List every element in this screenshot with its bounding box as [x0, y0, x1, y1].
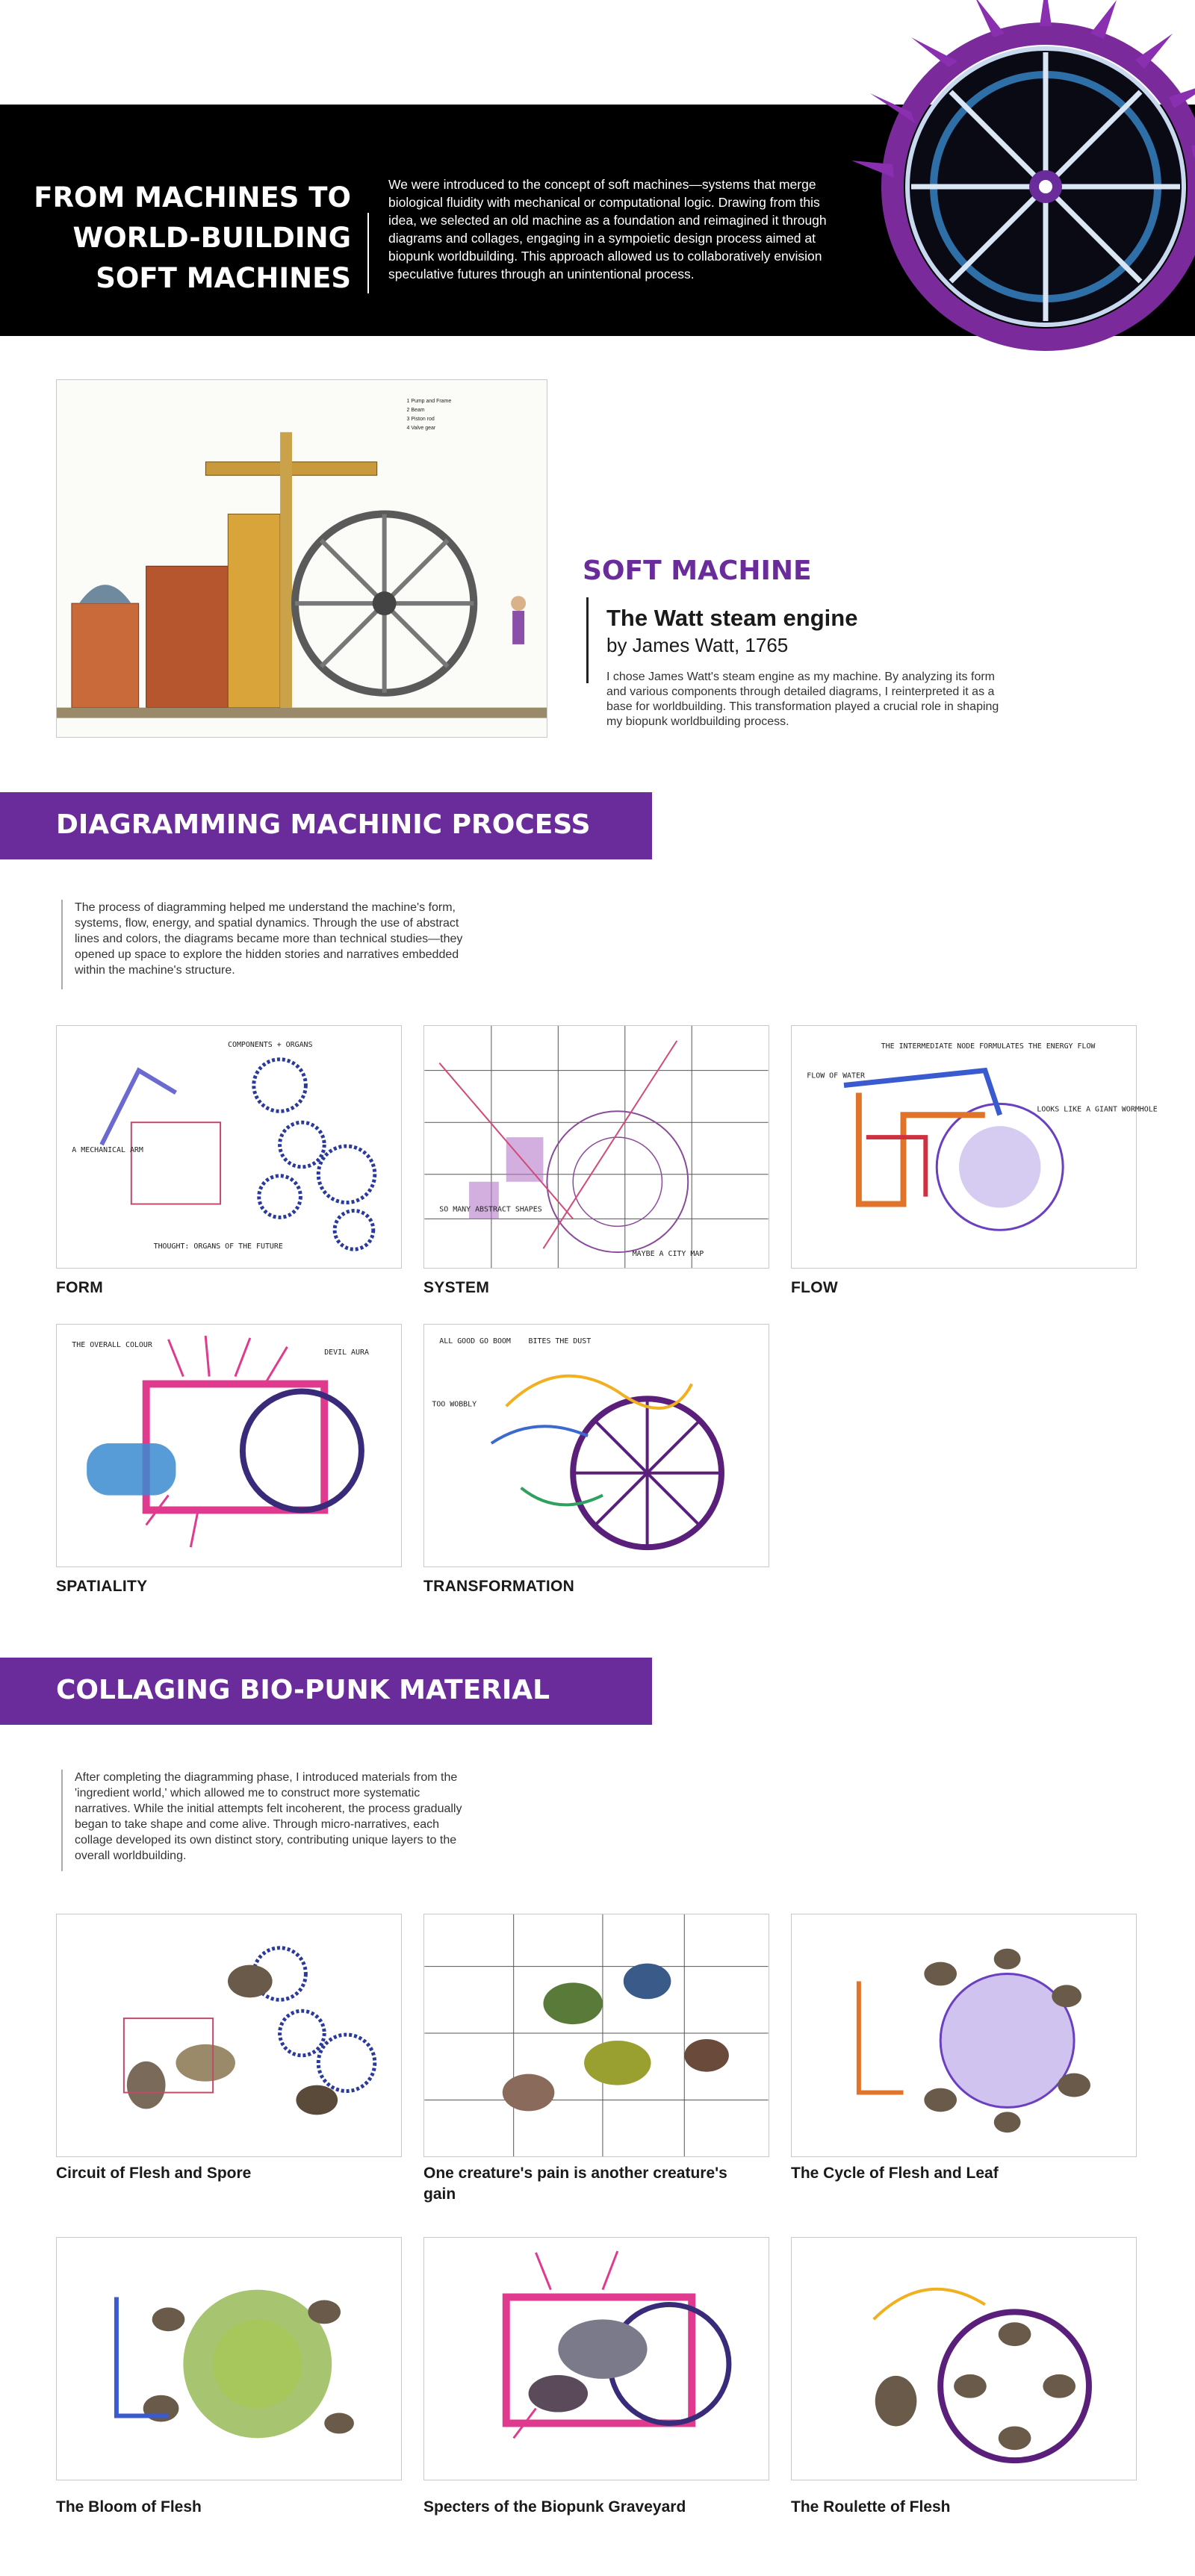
- diagram-form-image: [56, 1025, 402, 1269]
- svg-text:FLOW OF WATER: FLOW OF WATER: [807, 1071, 865, 1080]
- svg-text:MAYBE A CITY MAP: MAYBE A CITY MAP: [632, 1250, 704, 1259]
- machine-title: The Watt steam engine: [606, 605, 858, 631]
- svg-text:2 Beam: 2 Beam: [406, 407, 425, 413]
- machine-attribution: by James Watt, 1765: [606, 634, 789, 656]
- svg-text:1 Pump and Frame: 1 Pump and Frame: [406, 398, 452, 404]
- hero-title-line: FROM MACHINES TO: [34, 181, 351, 214]
- svg-text:SO MANY ABSTRACT SHAPES: SO MANY ABSTRACT SHAPES: [439, 1205, 542, 1214]
- diagram-flow-image: [791, 1025, 1158, 1269]
- card-caption: One creature's pain is another creature's gain: [423, 2165, 727, 2203]
- intro-rule: [61, 1770, 63, 1871]
- card-caption: SYSTEM: [423, 1279, 490, 1296]
- svg-text:LOOKS LIKE A GIANT WORMHOLE: LOOKS LIKE A GIANT WORMHOLE: [1037, 1105, 1158, 1114]
- diagramming-banner: [0, 792, 652, 859]
- collage-image: [56, 2237, 402, 2480]
- collaging-banner: [0, 1658, 652, 1725]
- svg-text:ALL GOOD GO BOOM: ALL GOOD GO BOOM: [439, 1337, 511, 1345]
- card-caption: SPATIALITY: [56, 1578, 148, 1595]
- card-caption: FORM: [56, 1279, 104, 1296]
- collaging-description: After completing the diagramming phase, I introduced materials from the 'ingredient world,' which allowed me to construct more systematic narratives. While the initial attempts felt incoherent, the process gradually began to take shape and come alive. Through micro-narratives, each collage developed its own distinct story, contributing unique layers to the overall worldbuilding.: [75, 1771, 462, 1862]
- section-heading: COLLAGING BIO-PUNK MATERIAL: [56, 1675, 550, 1705]
- diagram-system-image: [423, 1025, 769, 1269]
- card-caption: FLOW: [791, 1279, 839, 1296]
- card-caption: Specters of the Biopunk Graveyard: [423, 2498, 686, 2516]
- svg-text:COMPONENTS + ORGANS: COMPONENTS + ORGANS: [228, 1040, 313, 1049]
- card-caption: The Cycle of Flesh and Leaf: [791, 2165, 999, 2182]
- steam-engine-illustration: [56, 379, 547, 738]
- hero-title-line: WORLD-BUILDING: [72, 222, 351, 254]
- collage-image: [791, 2237, 1137, 2480]
- collage-image: [423, 1914, 769, 2157]
- hero-divider: [367, 213, 369, 293]
- svg-text:TOO WOBBLY: TOO WOBBLY: [432, 1400, 477, 1409]
- svg-text:DEVIL AURA: DEVIL AURA: [324, 1348, 369, 1357]
- card-caption: Circuit of Flesh and Spore: [56, 2165, 252, 2182]
- hero-description: We were introduced to the concept of soft machines—systems that merge biological fluidity with mechanical or computational logic. Drawing from this idea, we selected an old machine as a foundation and reimagined it through diagrams and collages, engaging in a sympoietic design process aimed at biopunk worldbuilding. This approach allowed us to collaboratively envision speculative futures through an unintentional process.: [388, 177, 827, 281]
- diagramming-description: The process of diagramming helped me understand the machine's form, systems, flow, energy, and spatial dynamics. Through the use of abstract lines and colors, the diagrams became more than technical studies—they opened up space to explore the hidden stories and narratives embedded within the machine's structure.: [75, 901, 463, 977]
- hero-title-line: SOFT MACHINES: [96, 262, 351, 294]
- card-caption: The Roulette of Flesh: [791, 2498, 951, 2516]
- svg-text:3 Piston rod: 3 Piston rod: [406, 416, 435, 422]
- svg-text:THOUGHT: ORGANS OF THE FUTURE: THOUGHT: ORGANS OF THE FUTURE: [153, 1242, 283, 1251]
- svg-text:A MECHANICAL ARM: A MECHANICAL ARM: [72, 1145, 143, 1154]
- card-caption: The Bloom of Flesh: [56, 2498, 202, 2516]
- collage-image: [56, 1914, 402, 2157]
- svg-text:BITES THE DUST: BITES THE DUST: [528, 1337, 592, 1345]
- soft-machine-rule: [586, 597, 589, 683]
- intro-rule: [61, 900, 63, 989]
- hero-title: [30, 178, 351, 299]
- card-caption: TRANSFORMATION: [423, 1578, 575, 1595]
- collage-image: [423, 2237, 769, 2480]
- svg-text:THE OVERALL COLOUR: THE OVERALL COLOUR: [72, 1340, 152, 1349]
- machine-description: I chose James Watt's steam engine as my machine. By analyzing its form and various components through detailed diagrams, I reinterpreted it as a base for worldbuilding. This transformation played a crucial role in shaping my biopunk worldbuilding process.: [606, 671, 999, 728]
- section-heading: DIAGRAMMING MACHINIC PROCESS: [56, 809, 591, 840]
- wheel-collage-image: [851, 0, 1195, 336]
- diagram-transformation-image: [423, 1324, 769, 1567]
- soft-machine-heading: SOFT MACHINE: [583, 556, 812, 586]
- svg-text:THE INTERMEDIATE NODE FORMULAT: THE INTERMEDIATE NODE FORMULATES THE ENERGY FLOW: [881, 1042, 1096, 1051]
- svg-text:4 Valve gear: 4 Valve gear: [406, 425, 436, 431]
- diagram-spatiality-image: [56, 1324, 402, 1567]
- collage-image: [791, 1914, 1137, 2157]
